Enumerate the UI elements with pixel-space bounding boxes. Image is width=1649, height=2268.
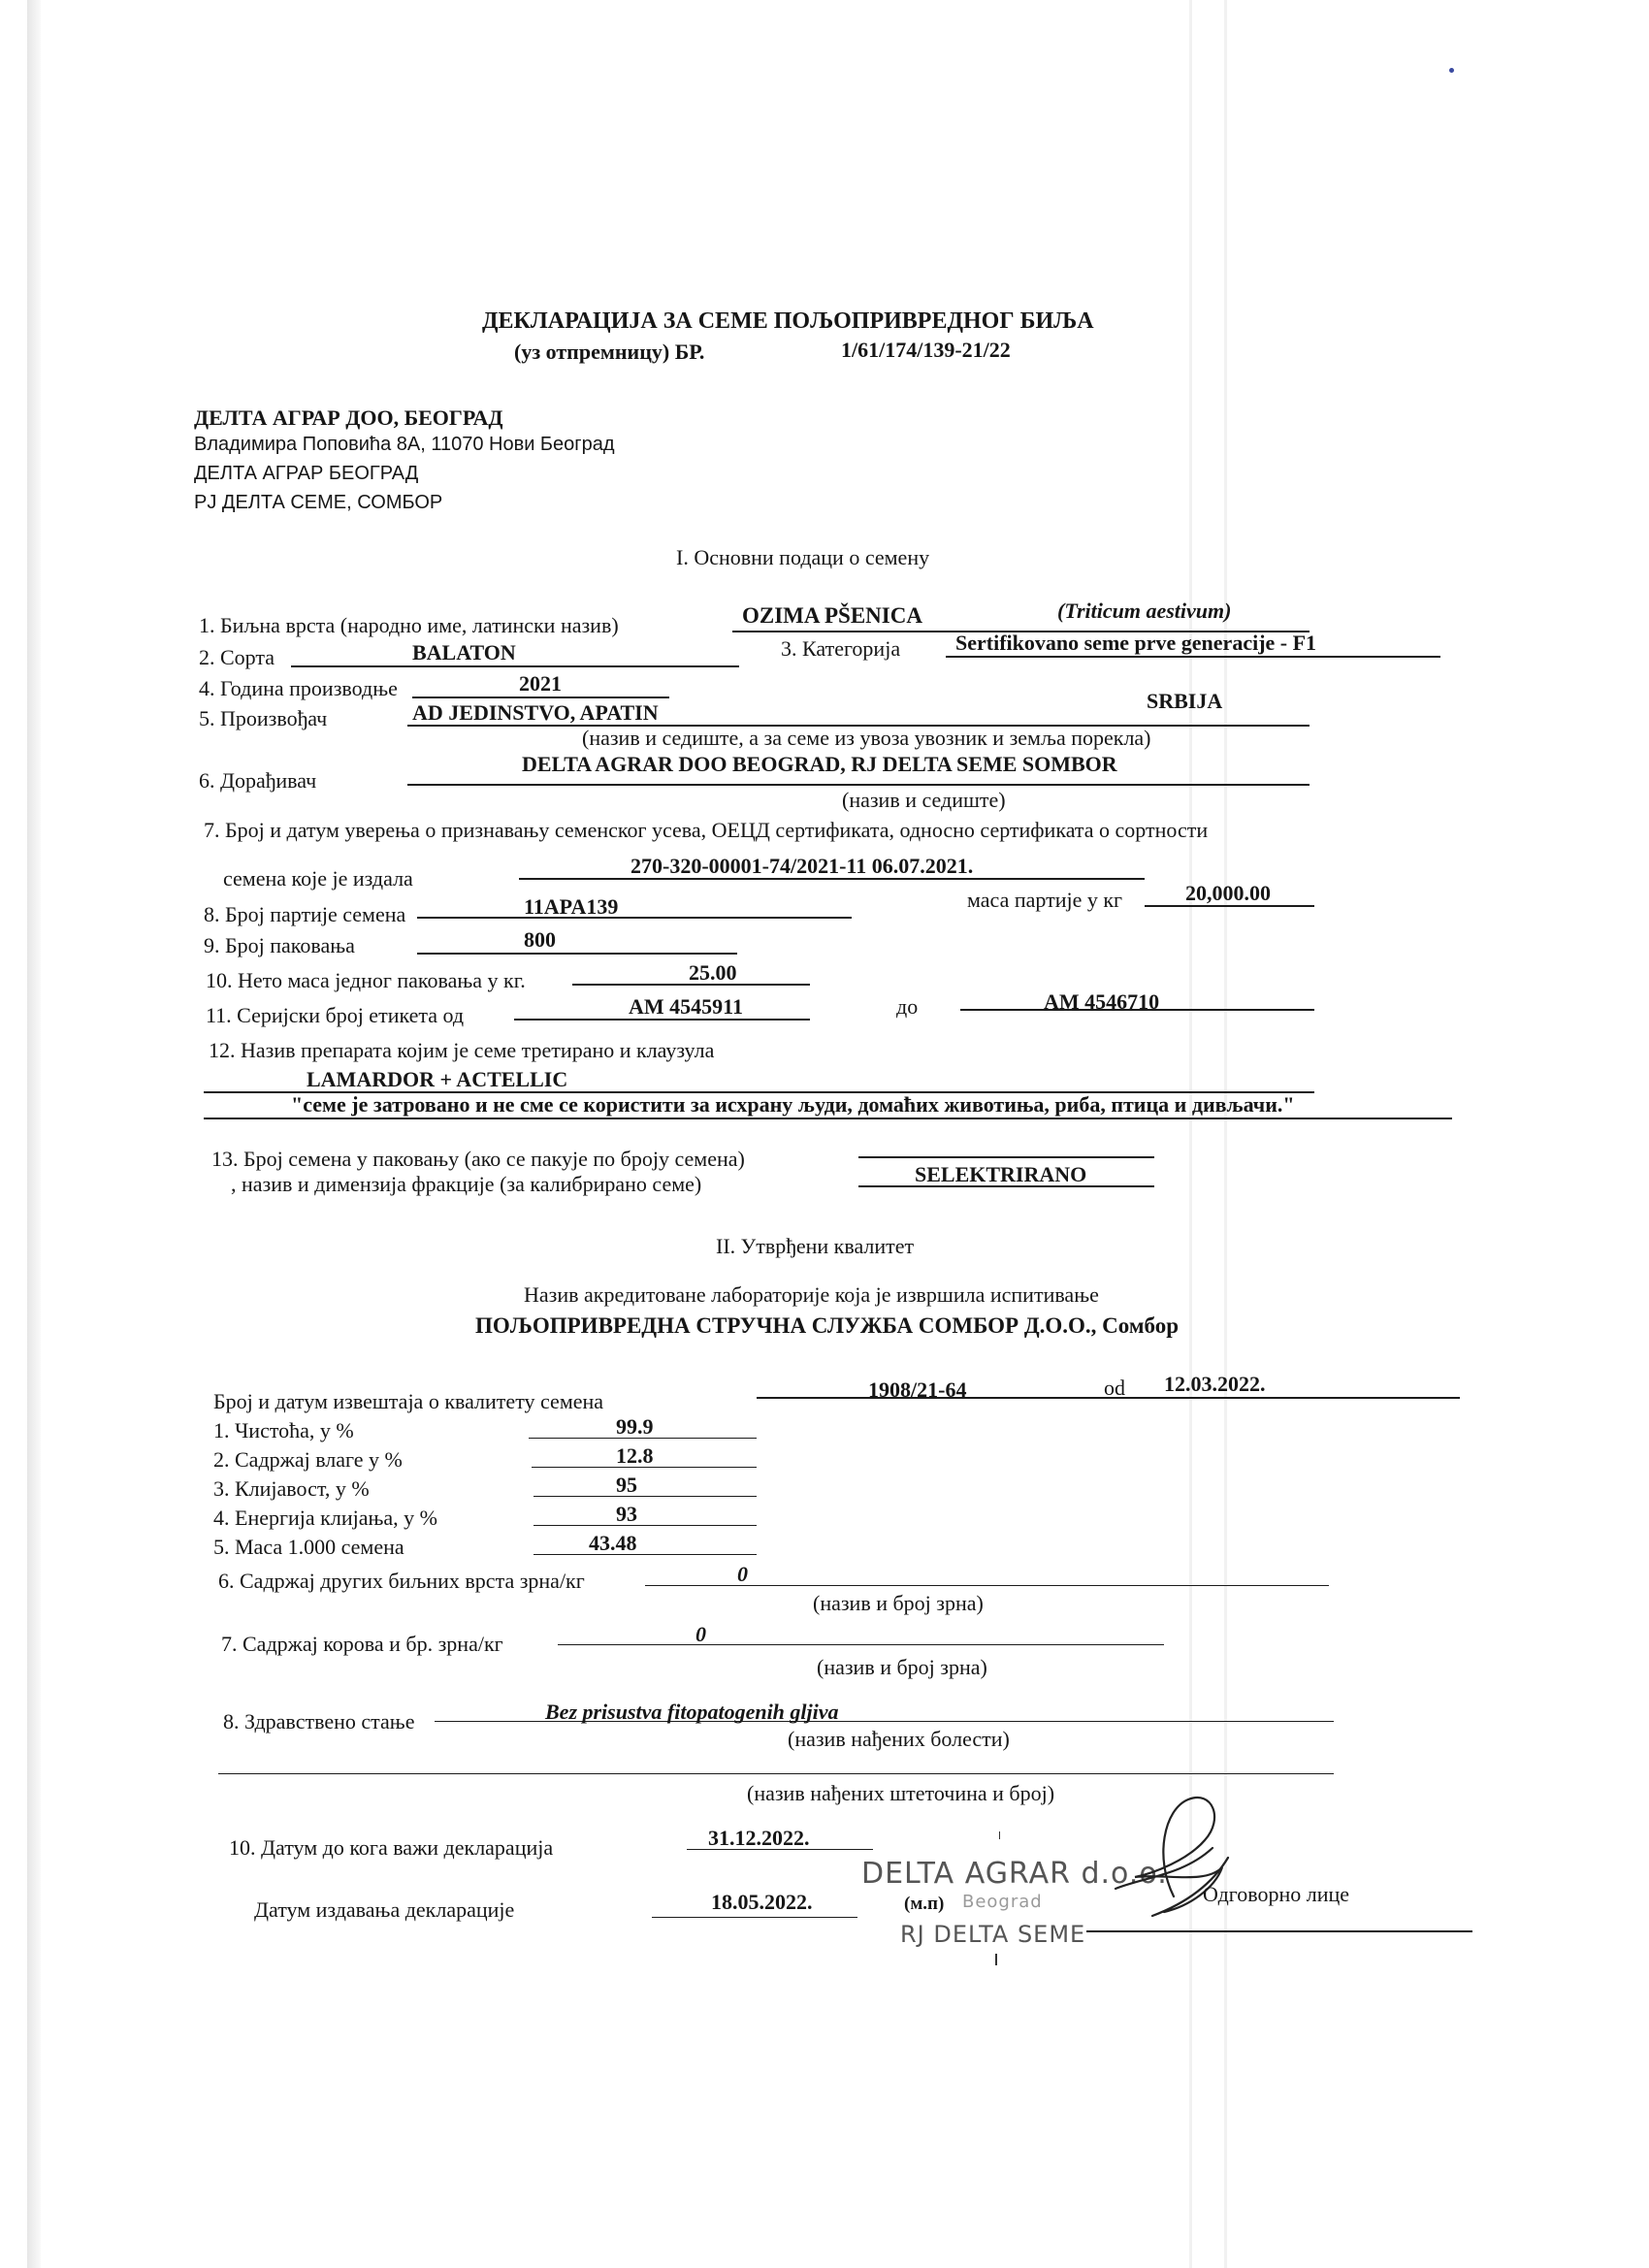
- field11-from: AM 4545911: [629, 994, 743, 1019]
- field4-label: 4. Година производње: [199, 676, 398, 700]
- report-label: Број и датум извештаја о квалитету семена: [213, 1389, 604, 1413]
- q7-line: [558, 1644, 1164, 1645]
- field12-clause: "семе је затровано и не сме се користити за исхрану људи, домаћих животиња, риба, птица и дивљачи.": [291, 1092, 1295, 1117]
- section2-heading: II. Утврђени квалитет: [716, 1234, 915, 1258]
- valid-value: 31.12.2022.: [708, 1826, 810, 1850]
- q2-value: 12.8: [616, 1443, 654, 1468]
- field10-line: [572, 984, 810, 986]
- lab-label: Назив акредитоване лабораторије која је извршила испитивање: [524, 1282, 1099, 1307]
- field7-label: 7. Број и датум уверења о признавању семенског усева, ОЕЦД сертификата, односно сертификата о сортности: [204, 818, 1209, 842]
- document-title: ДЕКЛАРАЦИЈА ЗА СЕМЕ ПОЉОПРИВРЕДНОГ БИЉА: [482, 308, 1094, 334]
- field8-mass-line: [1145, 905, 1314, 907]
- stamp-mp: (м.п): [904, 1894, 945, 1914]
- stamp-tick: [999, 1831, 1000, 1839]
- field11-to-line: [960, 1009, 1314, 1011]
- q1-value: 99.9: [616, 1414, 654, 1439]
- field4-line: [412, 697, 669, 698]
- issue-value: 18.05.2022.: [711, 1890, 813, 1914]
- report-od: od: [1104, 1376, 1125, 1400]
- field8-mass-label: маса партије у кг: [967, 888, 1123, 912]
- field8-mass-value: 20,000.00: [1185, 881, 1271, 905]
- field2-label: 2. Сорта: [199, 645, 275, 669]
- q2-line: [532, 1467, 757, 1468]
- field2-value: BALATON: [412, 640, 516, 664]
- field6-line: [407, 784, 1310, 786]
- field13-label2: , назив и димензија фракције (за калибрирано семе): [231, 1172, 702, 1196]
- subtitle-label: (уз отпремницу) БР.: [514, 340, 705, 364]
- field1-label: 1. Биљна врста (народно име, латински назив): [199, 613, 619, 637]
- stamp-mark: [995, 1954, 997, 1965]
- field11-from-line: [514, 1019, 810, 1021]
- field5-value: AD JEDINSTVO, APATIN: [412, 700, 659, 725]
- q2-label: 2. Садржај влаге у %: [213, 1447, 403, 1472]
- q8-line: [435, 1721, 1334, 1722]
- q7-label: 7. Садржај корова и бр. зрна/кг: [221, 1632, 503, 1656]
- lab-name: ПОЉОПРИВРЕДНА СТРУЧНА СЛУЖБА СОМБОР Д.О.О., Сомбор: [475, 1313, 1179, 1338]
- field3-line: [946, 656, 1440, 658]
- q6-label: 6. Садржај других биљних врста зрна/кг: [218, 1569, 585, 1593]
- field3-label: 3. Категорија: [781, 636, 901, 661]
- field6-note: (назив и седиште): [842, 788, 1006, 812]
- q1-line: [529, 1438, 757, 1439]
- q4-label: 4. Енергија клијања, у %: [213, 1506, 437, 1530]
- stamp-line2: Beograd: [962, 1892, 1043, 1912]
- q5-value: 43.48: [589, 1531, 637, 1555]
- section1-heading: I. Основни подаци о семену: [676, 545, 930, 569]
- field3-value: Sertifikovano seme prve generacije - F1: [955, 631, 1317, 655]
- company-unit: РЈ ДЕЛТА СЕМЕ, СОМБОР: [194, 492, 443, 513]
- q3-line: [534, 1496, 757, 1497]
- q8-value: Bez prisustva fitopatogenih gljiva: [545, 1700, 839, 1724]
- field5-note: (назив и седиште, а за семе из увоза увозник и земља порекла): [582, 726, 1151, 750]
- handwritten-signature: [1096, 1780, 1232, 1930]
- field6-value: DELTA AGRAR DOO BEOGRAD, RJ DELTA SEME SOMBOR: [522, 752, 1117, 776]
- field13-line-top: [858, 1156, 1154, 1158]
- q5-line: [534, 1554, 757, 1555]
- field2-line: [291, 665, 739, 667]
- q8-note: (назив нађених болести): [788, 1727, 1010, 1751]
- company-branch: ДЕЛТА АГРАР БЕОГРАД: [194, 463, 419, 484]
- valid-line: [687, 1849, 873, 1850]
- field13-label: 13. Број семена у паковању (ако се пакује по броју семена): [211, 1147, 745, 1171]
- field12-value: LAMARDOR + ACTELLIC: [307, 1067, 568, 1091]
- field10-value: 25.00: [689, 960, 737, 985]
- field10-label: 10. Нето маса једног паковања у кг.: [206, 968, 526, 992]
- valid-label: 10. Датум до кога важи декларација: [229, 1835, 554, 1860]
- field11-to-label: до: [896, 994, 919, 1019]
- report-date: 12.03.2022.: [1164, 1372, 1266, 1396]
- responsible-line: [1086, 1930, 1472, 1932]
- field7-label2: семена које је издала: [223, 866, 413, 891]
- field7-value: 270-320-00001-74/2021-11 06.07.2021.: [630, 854, 974, 878]
- company-name: ДЕЛТА АГРАР ДОО, БЕОГРАД: [194, 405, 503, 430]
- field5-label: 5. Произвођач: [199, 706, 328, 730]
- field5-country: SRBIJA: [1147, 689, 1223, 713]
- q7-note: (назив и број зрна): [817, 1655, 987, 1679]
- issue-label: Датум издавања декларације: [254, 1897, 515, 1922]
- q6-value: 0: [737, 1562, 748, 1586]
- report-number: 1908/21-64: [868, 1377, 967, 1402]
- scan-dot: [1449, 68, 1454, 73]
- field13-value: SELEKTRIRANO: [915, 1162, 1087, 1186]
- field1-latin: (Triticum aestivum): [1057, 599, 1232, 623]
- stamp-line3: RJ DELTA SEME: [900, 1921, 1086, 1948]
- responsible-label: Одговорно лице: [1203, 1882, 1350, 1906]
- field11-label: 11. Серијски број етикета од: [206, 1003, 465, 1027]
- q4-line: [534, 1525, 757, 1526]
- document-number: 1/61/174/139-21/22: [841, 338, 1011, 362]
- q6-line: [645, 1585, 1329, 1586]
- field12-clause-line: [204, 1118, 1452, 1119]
- q5-label: 5. Маса 1.000 семена: [213, 1535, 404, 1559]
- field4-value: 2021: [519, 671, 562, 696]
- q3-label: 3. Клијавост, у %: [213, 1476, 370, 1501]
- field1-value: OZIMA PŠENICA: [742, 603, 922, 628]
- company-address: Владимира Поповића 8А, 11070 Нови Београд: [194, 434, 615, 455]
- q7-value: 0: [695, 1622, 706, 1646]
- field8-value: 11APA139: [524, 894, 619, 919]
- field8-line: [417, 917, 852, 919]
- field7-line: [519, 878, 1145, 880]
- q9-note: (назив нађених штеточина и број): [747, 1781, 1055, 1805]
- q6-note: (назив и број зрна): [813, 1591, 984, 1615]
- q3-value: 95: [616, 1473, 637, 1497]
- field13-line: [858, 1185, 1154, 1187]
- q4-value: 93: [616, 1502, 637, 1526]
- scan-edge: [27, 0, 41, 2268]
- field6-label: 6. Дорађивач: [199, 768, 317, 793]
- field9-line: [417, 953, 737, 955]
- field12-label: 12. Назив препарата којим је семе третирано и клаузула: [209, 1038, 715, 1062]
- stamp-line1: DELTA AGRAR d.o.o.: [861, 1857, 1168, 1891]
- report-line: [757, 1397, 1460, 1399]
- field11-to: AM 4546710: [1044, 989, 1160, 1014]
- issue-line: [652, 1917, 857, 1918]
- q9-line: [218, 1773, 1334, 1774]
- q1-label: 1. Чистоћа, у %: [213, 1418, 354, 1442]
- field9-label: 9. Број паковања: [204, 933, 355, 957]
- field9-value: 800: [524, 927, 556, 952]
- field8-label: 8. Број партије семена: [204, 902, 406, 926]
- q8-label: 8. Здравствено стање: [223, 1709, 415, 1733]
